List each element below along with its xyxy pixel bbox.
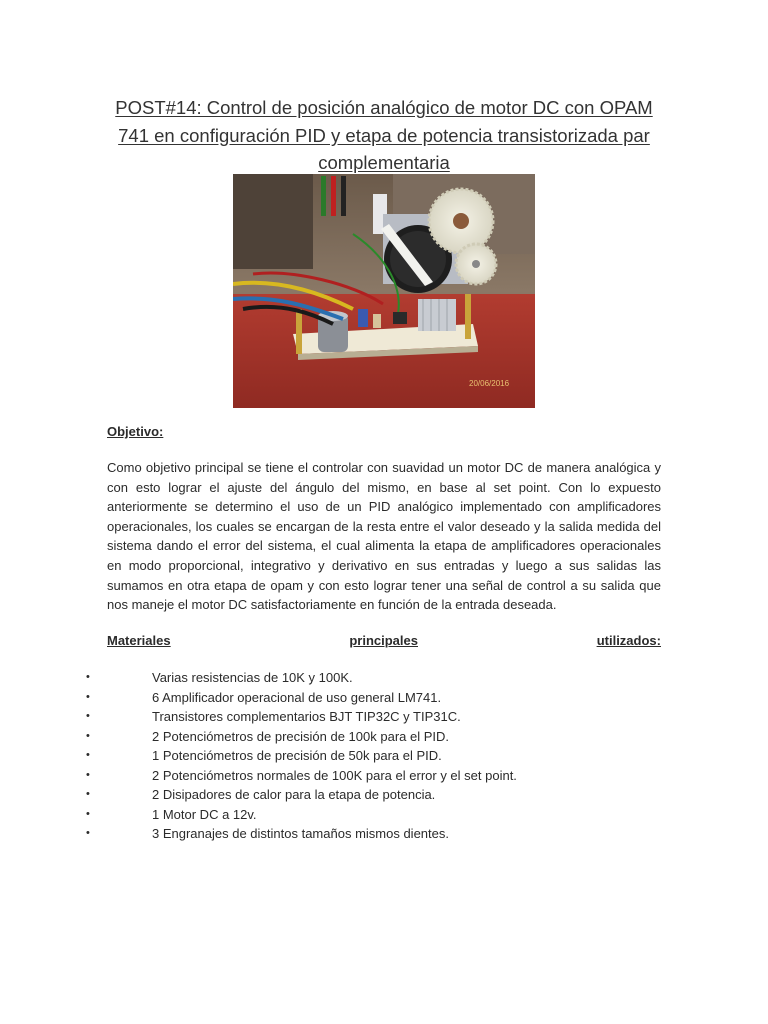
- list-item: • 2 Potenciómetros de precisión de 100k para el PID.: [0, 727, 768, 747]
- bullet-icon: •: [86, 749, 90, 761]
- list-item: • 3 Engranajes de distintos tamaños mismos dientes.: [0, 824, 768, 844]
- bullet-icon: •: [86, 807, 90, 820]
- bullet-icon: •: [86, 710, 90, 722]
- list-item: • 1 Potenciómetros de precisión de 50k para el PID.: [0, 746, 768, 766]
- materials-heading-word-1: Materiales: [107, 633, 171, 648]
- objective-paragraph: Como objetivo principal se tiene el controlar con suavidad un motor DC de manera analógica y con esto lograr el ajuste del ángulo del mismo, en base al set point. Con lo expuesto anteriormente se determino el uso de un PID analógico implementado con amplificadores operacionales, los cuales se encargan de la resta entre el valor deseado y la salida medida del sistema dando el error del sistema, el cual alimenta la etapa de amplificadores operacionales en modo proporcional, integrativo y derivativo en sus entradas y luego a sus salidas las sumamos en otra etapa de opam y con esto lograr tener una señal de control a su salida que nos maneje el motor DC satisfactoriamente en función de la entrada deseada.: [107, 460, 661, 613]
- list-item: • 6 Amplificador operacional de uso general LM741.: [0, 688, 768, 708]
- bullet-icon: •: [86, 788, 90, 800]
- materials-heading-word-3: utilizados:: [596, 633, 661, 648]
- circuit-photo: [233, 174, 535, 408]
- list-item: • Transistores complementarios BJT TIP32C y TIP31C.: [0, 707, 768, 727]
- materials-heading: [107, 633, 661, 648]
- bullet-icon: •: [86, 671, 90, 683]
- list-item: • 2 Disipadores de calor para la etapa de potencia.: [0, 785, 768, 805]
- bullet-icon: •: [86, 768, 90, 781]
- list-item: • Varias resistencias de 10K y 100K.: [0, 668, 768, 688]
- bullet-icon: •: [86, 690, 90, 703]
- list-item: • 1 Motor DC a 12v.: [0, 805, 768, 825]
- objective-heading: Objetivo:: [107, 424, 164, 439]
- bullet-icon: •: [86, 729, 90, 742]
- list-item: • 2 Potenciómetros normales de 100K para el error y el set point.: [0, 766, 768, 786]
- materials-list: [0, 668, 768, 844]
- photo-date-stamp: 20/06/2016: [469, 379, 510, 388]
- bullet-icon: •: [86, 827, 90, 839]
- materials-heading-word-2: principales: [349, 633, 418, 648]
- post-title: POST#14: Control de posición analógico de motor DC con OPAM 741 en configuración PID y etapa de potencia transistorizada par complementaria: [115, 97, 653, 173]
